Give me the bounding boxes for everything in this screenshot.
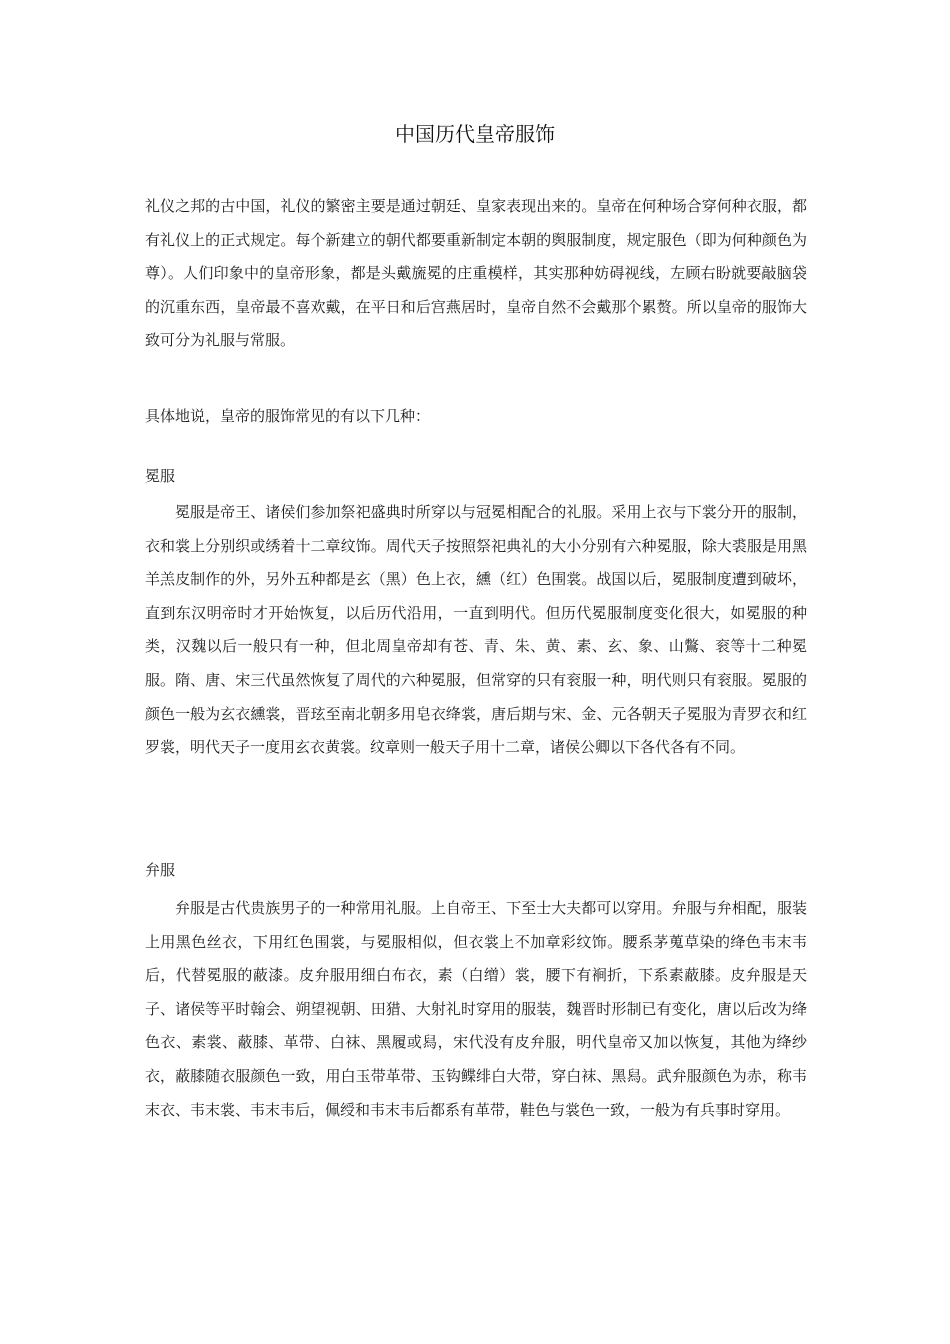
section-heading-bianfu: 弁服 bbox=[145, 861, 176, 879]
lead-paragraph: 具体地说，皇帝的服饰常见的有以下几种： bbox=[145, 407, 431, 425]
intro-paragraph: 礼仪之邦的古中国，礼仪的繁密主要是通过朝廷、皇家表现出来的。皇帝在何种场合穿何种衣服，都有礼仪上的正式规定。每个新建立的朝代都要重新制定本朝的舆服制度，规定服色（即为何种颜色为尊）。人们印象中的皇帝形象，都是头戴旒冕的庄重模样，其实那种妨碍视线，左顾右盼就要敲脑袋的沉重东西，皇帝最不喜欢戴，在平日和后宫燕居时，皇帝自然不会戴那个累赘。所以皇帝的服饰大致可分为礼服与常服。 bbox=[145, 197, 807, 350]
section-body-mianfu: 冕服是帝王、诸侯们参加祭祀盛典时所穿以与冠冕相配合的礼服。采用上衣与下裳分开的服制，衣和裳上分别织或绣着十二章纹饰。周代天子按照祭祀典礼的大小分别有六种冕服，除大裘服是用黑羊羔皮制作的外，另外五种都是玄（黑）色上衣，纁（红）色围裳。战国以后，冕服制度遭到破坏，直到东汉明帝时才开始恢复，以后历代沿用，一直到明代。但历代冕服制度变化很大，如冕服的种类，汉魏以后一般只有一种，但北周皇帝却有苍、青、朱、黄、素、玄、象、山鷩、衮等十二种冕服。隋、唐、宋三代虽然恢复了周代的六种冕服，但常穿的只有衮服一种，明代则只有衮服。冕服的颜色一般为玄衣纁裳，晋玹至南北朝多用皂衣绛裳，唐后期与宋、金、元各朝天子冕服为青罗衣和红罗裳，明代天子一度用玄衣黄裳。纹章则一般天子用十二章，诸侯公卿以下各代各有不同。 bbox=[145, 503, 807, 757]
section-body-bianfu: 弁服是古代贵族男子的一种常用礼服。上自帝王、下至士大夫都可以穿用。弁服与弁相配，服装上用黑色丝衣，下用红色围裳，与冕服相似，但衣裳上不加章彩纹饰。腰系茅蒐草染的绛色韦末韦后，代替冕服的蔽漆。皮弁服用细白布衣，素（白缯）裳，腰下有裥折，下系素蔽膝。皮弁服是天子、诸侯等平时翰会、朔望视朝、田猎、大射礼时穿用的服装，魏晋时形制已有变化，唐以后改为绛色衣、素裳、蔽膝、革带、白袜、黑履或舄，宋代没有皮弁服，明代皇帝又加以恢复，其他为绛纱衣，蔽膝随衣服颜色一致，用白玉带革带、玉钩鲽绯白大带，穿白袜、黑舄。武弁服颜色为赤，称韦末衣、韦末裳、韦末韦后，佩绶和韦末韦后都系有革带，鞋色与裳色一致，一般为有兵事时穿用。 bbox=[145, 899, 807, 1119]
section-heading-mianfu: 冕服 bbox=[145, 467, 176, 485]
document-title: 中国历代皇帝服饰 bbox=[395, 122, 555, 146]
